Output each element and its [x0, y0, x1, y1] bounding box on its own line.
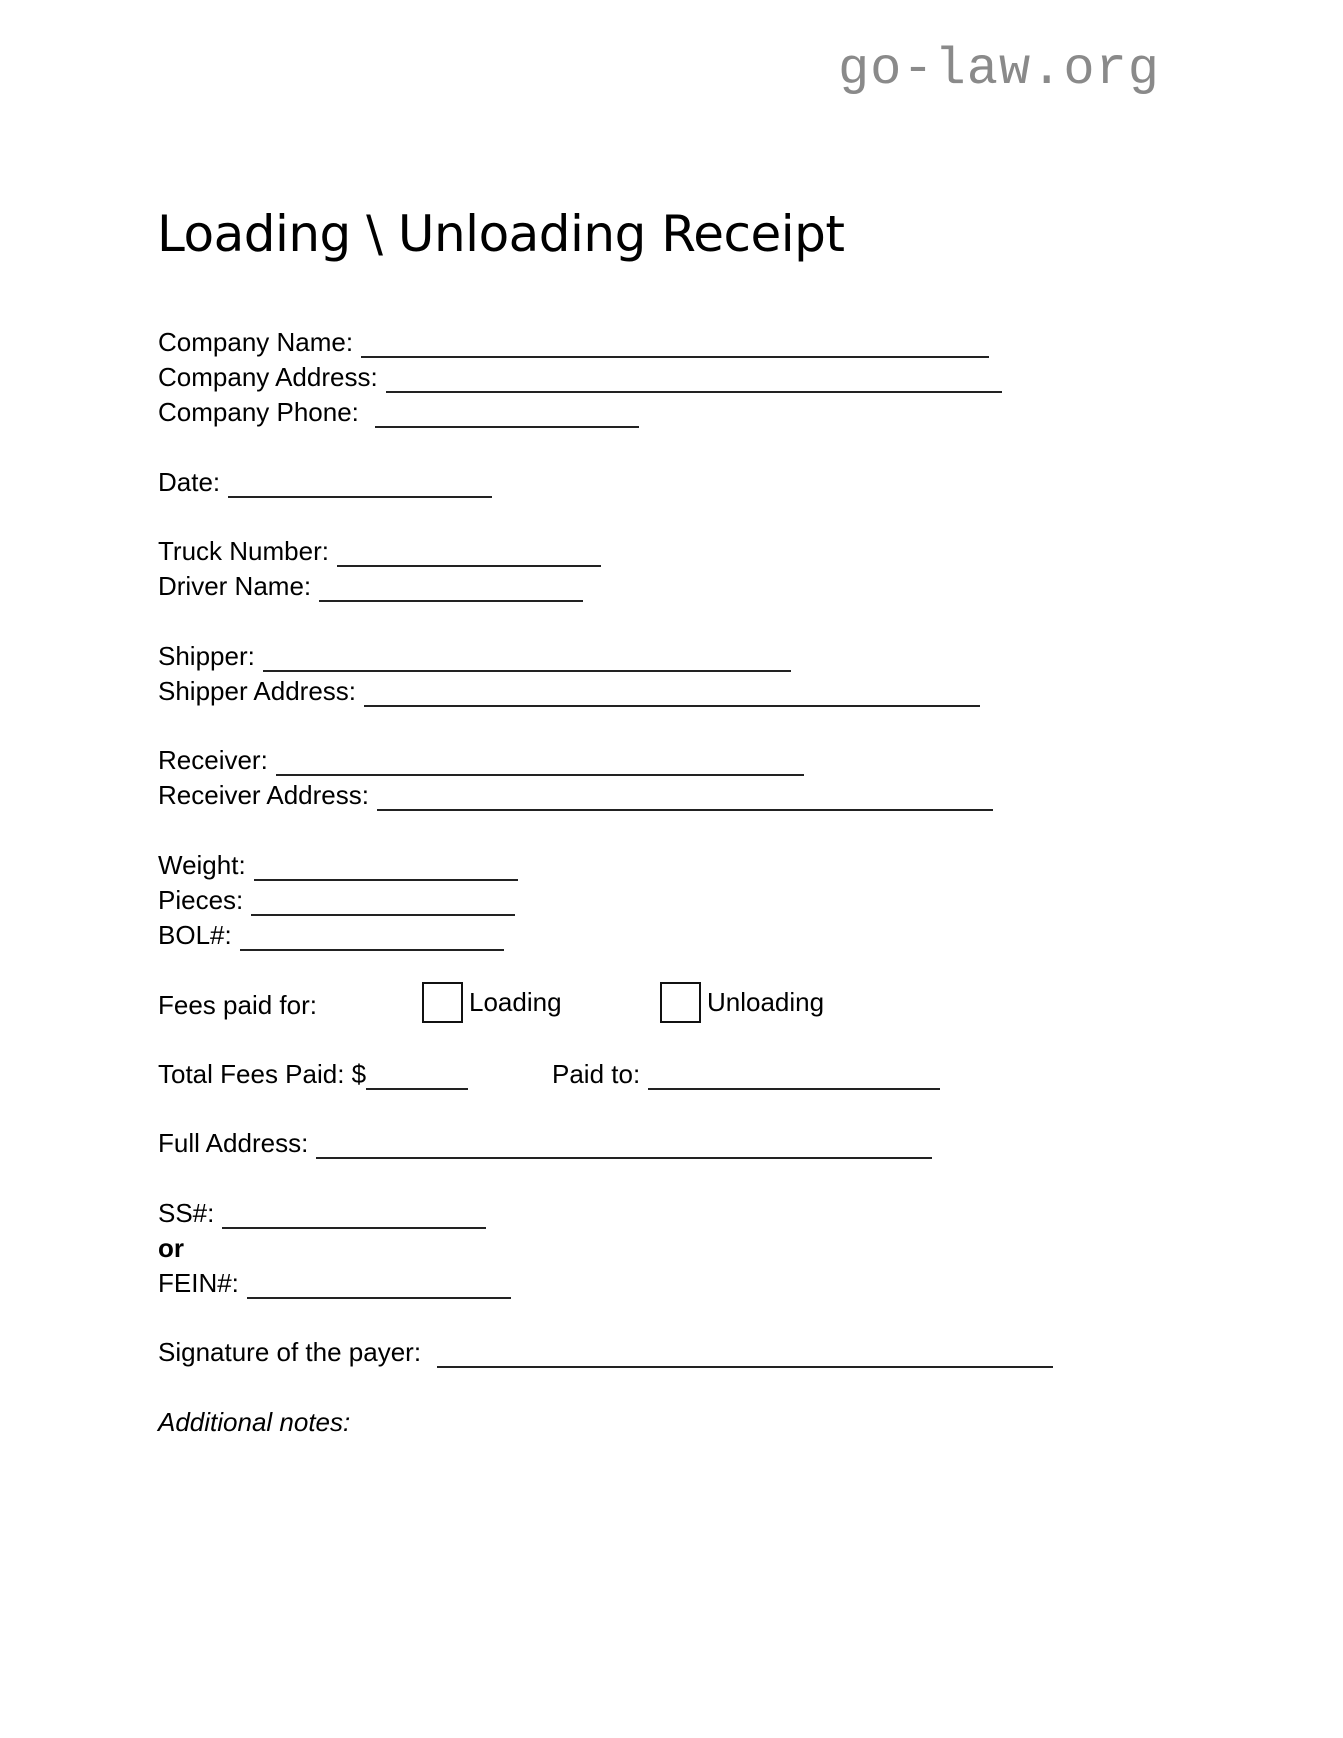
full-address-row — [158, 1128, 932, 1159]
loading-option[interactable] — [422, 982, 562, 1023]
ss-row — [158, 1198, 486, 1229]
driver-name-field[interactable] — [319, 578, 583, 602]
receiver-address-label: Receiver Address: — [158, 780, 369, 810]
company-phone-field[interactable] — [375, 404, 639, 428]
total-fees-field[interactable] — [366, 1066, 468, 1090]
unloading-option[interactable] — [660, 982, 824, 1023]
ss-field[interactable] — [222, 1205, 486, 1229]
or-row — [158, 1233, 184, 1264]
fein-label: FEIN#: — [158, 1268, 239, 1298]
pieces-field[interactable] — [251, 892, 515, 916]
company-name-row — [158, 327, 989, 358]
signature-field[interactable] — [437, 1344, 1053, 1368]
receiver-row — [158, 745, 804, 776]
pieces-row — [158, 885, 515, 916]
signature-label: Signature of the payer: — [158, 1337, 422, 1367]
paid-to-row — [552, 1059, 940, 1090]
company-name-field[interactable] — [361, 334, 989, 358]
additional-notes-label: Additional notes: — [158, 1407, 351, 1437]
company-name-label: Company Name: — [158, 327, 354, 357]
bol-label: BOL#: — [158, 920, 232, 950]
additional-notes-row — [158, 1407, 350, 1438]
signature-row — [158, 1337, 1053, 1368]
receiver-address-field[interactable] — [377, 787, 993, 811]
shipper-row — [158, 641, 791, 672]
date-field[interactable] — [228, 474, 492, 498]
truck-number-field[interactable] — [337, 543, 601, 567]
fees-paid-for-row — [158, 990, 317, 1021]
unloading-checkbox[interactable] — [660, 982, 701, 1023]
loading-checkbox-label: Loading — [469, 987, 562, 1017]
shipper-address-row — [158, 676, 980, 707]
truck-number-label: Truck Number: — [158, 536, 329, 566]
fein-row — [158, 1268, 511, 1299]
company-phone-row — [158, 397, 639, 428]
driver-name-row — [158, 571, 583, 602]
fein-field[interactable] — [247, 1275, 511, 1299]
paid-to-label: Paid to: — [552, 1059, 641, 1089]
fees-paid-for-label: Fees paid for: — [158, 990, 317, 1020]
company-address-field[interactable] — [386, 369, 1002, 393]
shipper-address-label: Shipper Address: — [158, 676, 357, 706]
shipper-field[interactable] — [263, 648, 791, 672]
weight-field[interactable] — [254, 857, 518, 881]
bol-row — [158, 920, 504, 951]
shipper-label: Shipper: — [158, 641, 255, 671]
watermark: go-law.org — [837, 40, 1160, 99]
bol-field[interactable] — [240, 927, 504, 951]
driver-name-label: Driver Name: — [158, 571, 312, 601]
receiver-address-row — [158, 780, 993, 811]
company-phone-label: Company Phone: — [158, 397, 359, 427]
full-address-label: Full Address: — [158, 1128, 309, 1158]
total-fees-label: Total Fees Paid: $ — [158, 1059, 367, 1089]
date-label: Date: — [158, 467, 221, 497]
truck-number-row — [158, 536, 601, 567]
ss-label: SS#: — [158, 1198, 215, 1228]
date-row — [158, 467, 492, 498]
paid-to-field[interactable] — [648, 1066, 940, 1090]
company-address-row — [158, 362, 1002, 393]
receiver-label: Receiver: — [158, 745, 268, 775]
or-label: or — [158, 1233, 184, 1263]
total-fees-row — [158, 1059, 468, 1090]
shipper-address-field[interactable] — [364, 683, 980, 707]
weight-label: Weight: — [158, 850, 246, 880]
full-address-field[interactable] — [316, 1135, 932, 1159]
unloading-checkbox-label: Unloading — [707, 987, 825, 1017]
loading-checkbox[interactable] — [422, 982, 463, 1023]
receiver-field[interactable] — [276, 752, 804, 776]
pieces-label: Pieces: — [158, 885, 244, 915]
company-address-label: Company Address: — [158, 362, 378, 392]
weight-row — [158, 850, 518, 881]
page-title: Loading \ Unloading Receipt — [157, 205, 845, 263]
